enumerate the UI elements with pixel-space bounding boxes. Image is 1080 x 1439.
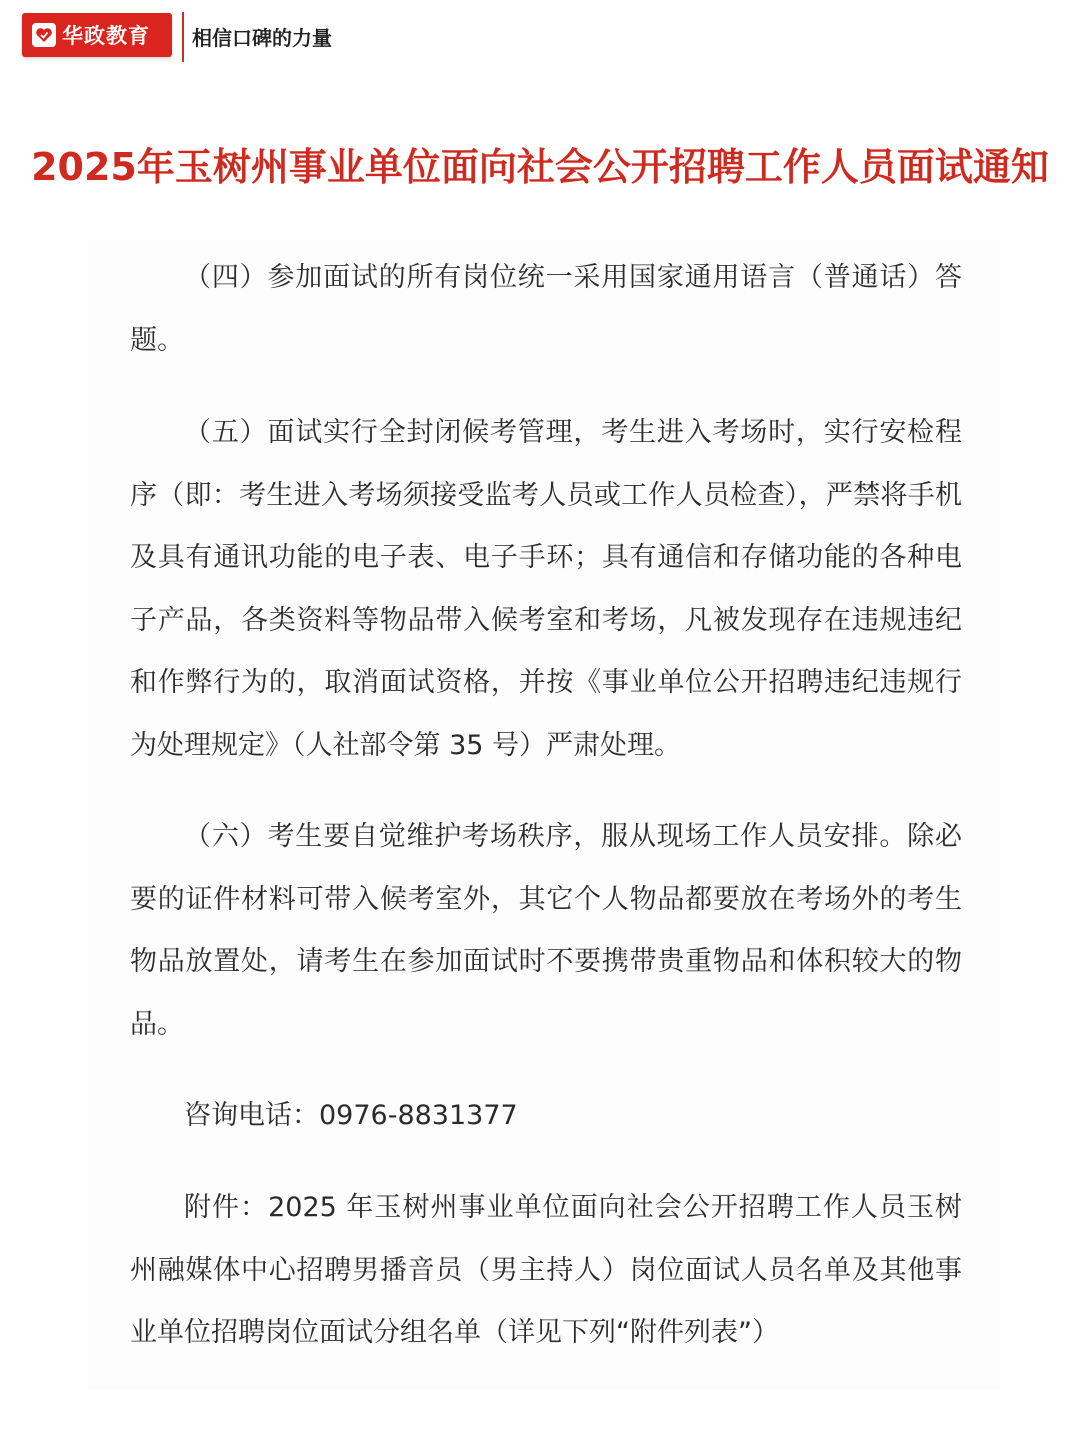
attachment-note: 附件：2025 年玉树州事业单位面向社会公开招聘工作人员玉树州融媒体中心招聘男播音员（男主持人）岗位面试人员名单及其他事业单位招聘岗位面试分组名单（详见下列“附件列表”）: [130, 1192, 962, 1348]
brand-logo[interactable]: [22, 13, 172, 57]
header-divider: [182, 12, 184, 62]
contact-phone: 咨询电话：0976-8831377: [184, 1100, 518, 1131]
paragraph-4: （四）参加面试的所有岗位统一采用国家通用语言（普通话）答题。: [130, 262, 962, 356]
header-bar: [0, 0, 1080, 75]
paragraph-5: （五）面试实行全封闭候考管理，考生进入考场时，实行安检程序（即：考生进入考场须接受监考人员或工作人员检查），严禁将手机及具有通讯功能的电子表、电子手环；具有通信和存储功能的各种电子产品，各类资料等物品带入候考室和考场，凡被发现存在违规违纪和作弊行为的，取消面试资格，并按《事业单位公开招聘违纪违规行为处理规定》（人社部令第 35 号）严肃处理。: [130, 417, 962, 761]
page-title: 2025年玉树州事业单位面向社会公开招聘工作人员面试通知: [31, 145, 1049, 189]
heart-icon: [32, 23, 56, 47]
brand-name: 华政教育: [62, 24, 150, 48]
paragraph-6: （六）考生要自觉维护考场秩序，服从现场工作人员安排。除必要的证件材料可带入候考室外，其它个人物品都要放在考场外的考生物品放置处，请考生在参加面试时不要携带贵重物品和体积较大的物品。: [130, 821, 962, 1040]
brand-slogan: 相信口碑的力量: [192, 26, 332, 50]
